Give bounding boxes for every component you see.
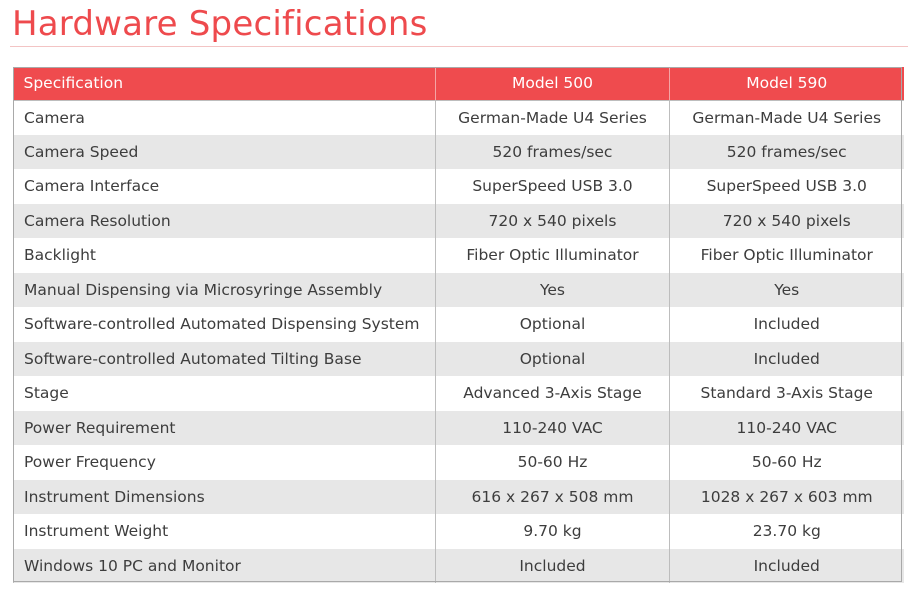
model-590-value-cell: Yes	[670, 273, 904, 308]
model-500-value-cell: Yes	[436, 273, 670, 308]
model-590-value-cell: Included	[670, 307, 904, 342]
model-500-value-cell: Advanced 3-Axis Stage	[436, 376, 670, 411]
model-590-value-cell: Standard 3-Axis Stage	[670, 376, 904, 411]
model-590-value-cell: SuperSpeed USB 3.0	[670, 169, 904, 204]
table-row	[14, 100, 904, 135]
spec-name-cell: Instrument Dimensions	[14, 480, 436, 515]
table-row	[14, 238, 904, 273]
model-500-value-cell: Fiber Optic Illuminator	[436, 238, 670, 273]
spec-name-cell: Stage	[14, 376, 436, 411]
spec-name-cell: Power Frequency	[14, 445, 436, 480]
title-divider	[10, 46, 908, 47]
header-row	[14, 67, 904, 100]
model-500-value-cell: 616 x 267 x 508 mm	[436, 480, 670, 515]
model-500-value-cell: Included	[436, 549, 670, 584]
spec-name-cell: Software-controlled Automated Dispensing System	[14, 307, 436, 342]
table-header	[14, 67, 904, 100]
spec-name-cell: Manual Dispensing via Microsyringe Assembly	[14, 273, 436, 308]
table-row	[14, 273, 904, 308]
model-590-value-cell: Included	[670, 342, 904, 377]
model-500-value-cell: 520 frames/sec	[436, 135, 670, 170]
spec-name-cell: Camera Resolution	[14, 204, 436, 239]
model-500-value-cell: 50-60 Hz	[436, 445, 670, 480]
model-500-value-cell: 9.70 kg	[436, 514, 670, 549]
model-590-value-cell: 23.70 kg	[670, 514, 904, 549]
spec-name-cell: Camera Interface	[14, 169, 436, 204]
model-590-value-cell: 1028 x 267 x 603 mm	[670, 480, 904, 515]
model-500-value-cell: SuperSpeed USB 3.0	[436, 169, 670, 204]
spec-name-cell: Camera	[14, 100, 436, 135]
spec-name-cell: Windows 10 PC and Monitor	[14, 549, 436, 584]
model-590-value-cell: 520 frames/sec	[670, 135, 904, 170]
page-title: Hardware Specifications	[12, 4, 428, 44]
table-row	[14, 480, 904, 515]
model-590-value-cell: 110-240 VAC	[670, 411, 904, 446]
table-row	[14, 376, 904, 411]
table-row	[14, 549, 904, 584]
table-body	[14, 100, 904, 583]
table-row	[14, 445, 904, 480]
table-row	[14, 411, 904, 446]
specifications-table	[13, 67, 904, 583]
model-590-value-cell: Included	[670, 549, 904, 584]
table-row	[14, 342, 904, 377]
model-500-value-cell: Optional	[436, 342, 670, 377]
header-specification: Specification	[14, 67, 436, 100]
header-model-590: Model 590	[670, 67, 904, 100]
spec-name-cell: Power Requirement	[14, 411, 436, 446]
table-row	[14, 204, 904, 239]
header-model-500: Model 500	[436, 67, 670, 100]
model-590-value-cell: Fiber Optic Illuminator	[670, 238, 904, 273]
model-500-value-cell: 110-240 VAC	[436, 411, 670, 446]
table-row	[14, 169, 904, 204]
table-row	[14, 514, 904, 549]
spec-name-cell: Instrument Weight	[14, 514, 436, 549]
table-row	[14, 135, 904, 170]
model-500-value-cell: 720 x 540 pixels	[436, 204, 670, 239]
model-590-value-cell: 720 x 540 pixels	[670, 204, 904, 239]
model-590-value-cell: 50-60 Hz	[670, 445, 904, 480]
model-500-value-cell: Optional	[436, 307, 670, 342]
spec-name-cell: Software-controlled Automated Tilting Base	[14, 342, 436, 377]
model-500-value-cell: German-Made U4 Series	[436, 100, 670, 135]
spec-name-cell: Backlight	[14, 238, 436, 273]
spec-name-cell: Camera Speed	[14, 135, 436, 170]
table-row	[14, 307, 904, 342]
model-590-value-cell: German-Made U4 Series	[670, 100, 904, 135]
